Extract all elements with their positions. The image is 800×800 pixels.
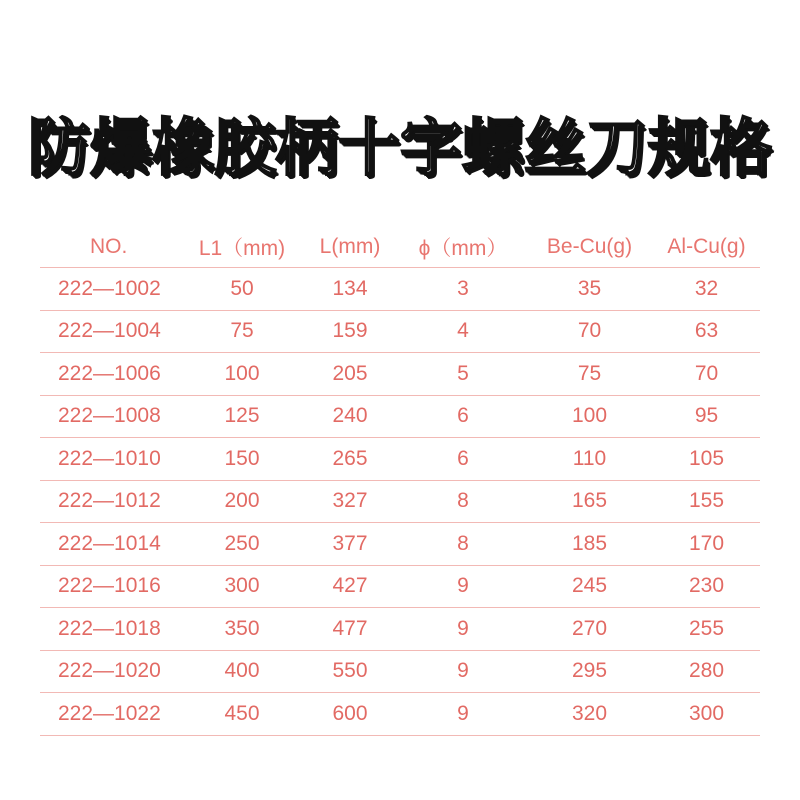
cell-al-cu: 170 (653, 523, 760, 566)
header-l1: L1（mm) (184, 227, 300, 268)
cell-al-cu: 255 (653, 608, 760, 651)
cell-diameter: 9 (400, 650, 526, 693)
cell-no: 222—1006 (40, 353, 184, 396)
cell-diameter: 3 (400, 268, 526, 311)
cell-no: 222—1002 (40, 268, 184, 311)
cell-l1: 350 (184, 608, 300, 651)
cell-be-cu: 75 (526, 353, 653, 396)
cell-l: 327 (300, 480, 400, 523)
cell-be-cu: 295 (526, 650, 653, 693)
cell-no: 222—1008 (40, 395, 184, 438)
cell-be-cu: 245 (526, 565, 653, 608)
header-be-cu: Be-Cu(g) (526, 227, 653, 268)
header-l: L(mm) (300, 227, 400, 268)
header-diameter: ϕ（mm） (400, 227, 526, 268)
cell-be-cu: 185 (526, 523, 653, 566)
cell-diameter: 4 (400, 310, 526, 353)
cell-l1: 125 (184, 395, 300, 438)
header-row (40, 227, 760, 268)
cell-l: 377 (300, 523, 400, 566)
spec-table (40, 227, 760, 736)
cell-l: 477 (300, 608, 400, 651)
table-row (40, 523, 760, 566)
cell-diameter: 9 (400, 565, 526, 608)
table-row (40, 608, 760, 651)
cell-l: 600 (300, 693, 400, 736)
cell-l1: 200 (184, 480, 300, 523)
header-no: NO. (40, 227, 184, 268)
cell-l: 427 (300, 565, 400, 608)
cell-l: 205 (300, 353, 400, 396)
cell-l: 134 (300, 268, 400, 311)
table-row (40, 650, 760, 693)
cell-al-cu: 32 (653, 268, 760, 311)
cell-al-cu: 300 (653, 693, 760, 736)
cell-no: 222—1020 (40, 650, 184, 693)
table-row (40, 480, 760, 523)
cell-l1: 450 (184, 693, 300, 736)
cell-l1: 250 (184, 523, 300, 566)
cell-al-cu: 230 (653, 565, 760, 608)
page-title: 防爆橡胶柄十字螺丝刀规格 (27, 111, 772, 184)
cell-diameter: 8 (400, 523, 526, 566)
table-row (40, 565, 760, 608)
cell-diameter: 8 (400, 480, 526, 523)
cell-diameter: 9 (400, 693, 526, 736)
cell-diameter: 5 (400, 353, 526, 396)
cell-al-cu: 280 (653, 650, 760, 693)
table-row (40, 268, 760, 311)
cell-l1: 100 (184, 353, 300, 396)
cell-l1: 150 (184, 438, 300, 481)
header-al-cu: Al-Cu(g) (653, 227, 760, 268)
cell-be-cu: 100 (526, 395, 653, 438)
cell-be-cu: 165 (526, 480, 653, 523)
cell-no: 222—1014 (40, 523, 184, 566)
cell-al-cu: 95 (653, 395, 760, 438)
cell-l: 240 (300, 395, 400, 438)
cell-al-cu: 70 (653, 353, 760, 396)
cell-be-cu: 70 (526, 310, 653, 353)
cell-l: 550 (300, 650, 400, 693)
table-body (40, 268, 760, 736)
cell-be-cu: 35 (526, 268, 653, 311)
cell-l1: 400 (184, 650, 300, 693)
table-row (40, 395, 760, 438)
table-row (40, 310, 760, 353)
cell-no: 222—1010 (40, 438, 184, 481)
cell-l: 159 (300, 310, 400, 353)
table-row (40, 693, 760, 736)
cell-l1: 50 (184, 268, 300, 311)
cell-l: 265 (300, 438, 400, 481)
cell-al-cu: 105 (653, 438, 760, 481)
cell-no: 222—1016 (40, 565, 184, 608)
cell-diameter: 9 (400, 608, 526, 651)
cell-no: 222—1022 (40, 693, 184, 736)
table-header (40, 227, 760, 268)
table-row (40, 438, 760, 481)
cell-al-cu: 63 (653, 310, 760, 353)
cell-no: 222—1004 (40, 310, 184, 353)
cell-no: 222—1012 (40, 480, 184, 523)
cell-l1: 75 (184, 310, 300, 353)
cell-no: 222—1018 (40, 608, 184, 651)
cell-diameter: 6 (400, 395, 526, 438)
cell-be-cu: 320 (526, 693, 653, 736)
cell-al-cu: 155 (653, 480, 760, 523)
cell-l1: 300 (184, 565, 300, 608)
cell-be-cu: 270 (526, 608, 653, 651)
cell-diameter: 6 (400, 438, 526, 481)
table-row (40, 353, 760, 396)
cell-be-cu: 110 (526, 438, 653, 481)
